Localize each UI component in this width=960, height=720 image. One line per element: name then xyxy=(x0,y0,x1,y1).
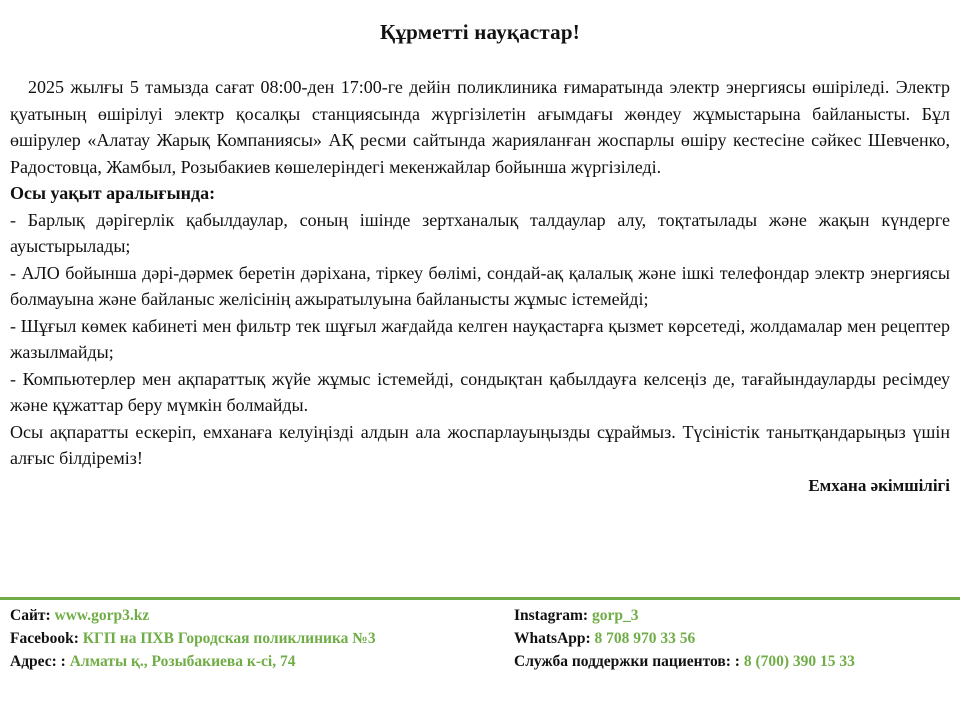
facebook-label: Facebook: xyxy=(10,630,79,647)
list-item: - АЛО бойынша дәрі-дәрмек беретін дәріхана, тіркеу бөлімі, сондай-ақ қалалық және ішкі телефондар электр энергиясы болмауына және байланыс желісінің ажыратылуына байланысты жұмыс істемейді; xyxy=(10,262,950,309)
footer-left-column xyxy=(10,604,376,673)
whatsapp-label: WhatsApp: xyxy=(514,630,591,647)
instagram-link[interactable]: gorp_3 xyxy=(591,607,639,624)
whatsapp-number[interactable]: 8 708 970 33 56 xyxy=(594,630,696,647)
closing-paragraph: Осы ақпаратты ескеріп, емханаға келуіңізді алдын ала жоспарлауыңызды сұраймыз. Түсіністік танытқандарыңыз үшін алғыс білдіреміз! xyxy=(10,421,950,468)
signature: Емхана әкімшілігі xyxy=(808,475,950,495)
site-label: Сайт: xyxy=(10,607,51,624)
page-title: Құрметті науқастар! xyxy=(380,20,580,44)
footer-instagram-row xyxy=(514,604,855,627)
list-item: - Барлық дәрігерлік қабылдаулар, соның ішінде зертханалық талдаулар алу, тоқтатылады және жақын күндерге ауыстырылады; xyxy=(10,209,950,256)
footer-facebook-row xyxy=(10,627,376,650)
list-item: - Шұғыл көмек кабинеті мен фильтр тек шұғыл жағдайда келген науқастарға қызмет көрсетеді, жолдамалар мен рецептер жазылмайды; xyxy=(10,315,950,362)
support-phone[interactable]: 8 (700) 390 15 33 xyxy=(743,653,855,670)
facebook-link[interactable]: КГП на ПХВ Городская поликлиника №3 xyxy=(82,630,376,647)
intro-paragraph: 2025 жылғы 5 тамызда сағат 08:00-ден 17:00-ге дейін поликлиника ғимаратында электр энергиясы өшіріледі. Электр қуатының өшірілуі электр қосалқы станциясында жүргізілетін ағымдағы жөндеу жұмыстарына байланысты. Бұл өшірулер «Алатау Жарық Компаниясы» АҚ ресми сайтында жарияланған жоспарлы өшіру кестесіне сәйкес Шевченко, Радостовца, Жамбыл, Розыбакиев көшелеріндегі мекенжайлар бойынша жүргізіледі. xyxy=(10,77,950,177)
footer-address-row xyxy=(10,650,376,673)
footer-whatsapp-row xyxy=(514,627,855,650)
footer-site-row xyxy=(10,604,376,627)
footer-support-row xyxy=(514,650,855,673)
address-value: Алматы қ., Розыбакиева к-сі, 74 xyxy=(69,653,296,670)
list-item: - Компьютерлер мен ақпараттық жүйе жұмыс істемейді, сондықтан қабылдауға келсеңіз де, тағайындауларды ресімдеу және құжаттар беру мүмкін болмайды. xyxy=(10,368,950,415)
instagram-label: Instagram: xyxy=(514,607,589,624)
footer-divider xyxy=(0,597,960,600)
site-link[interactable]: www.gorp3.kz xyxy=(54,607,150,624)
announcement-body xyxy=(10,74,950,499)
support-label: Служба поддержки пациентов: : xyxy=(514,653,740,670)
footer-right-column xyxy=(514,604,855,673)
period-heading: Осы уақыт аралығында: xyxy=(10,183,216,203)
address-label: Адрес: : xyxy=(10,653,66,670)
